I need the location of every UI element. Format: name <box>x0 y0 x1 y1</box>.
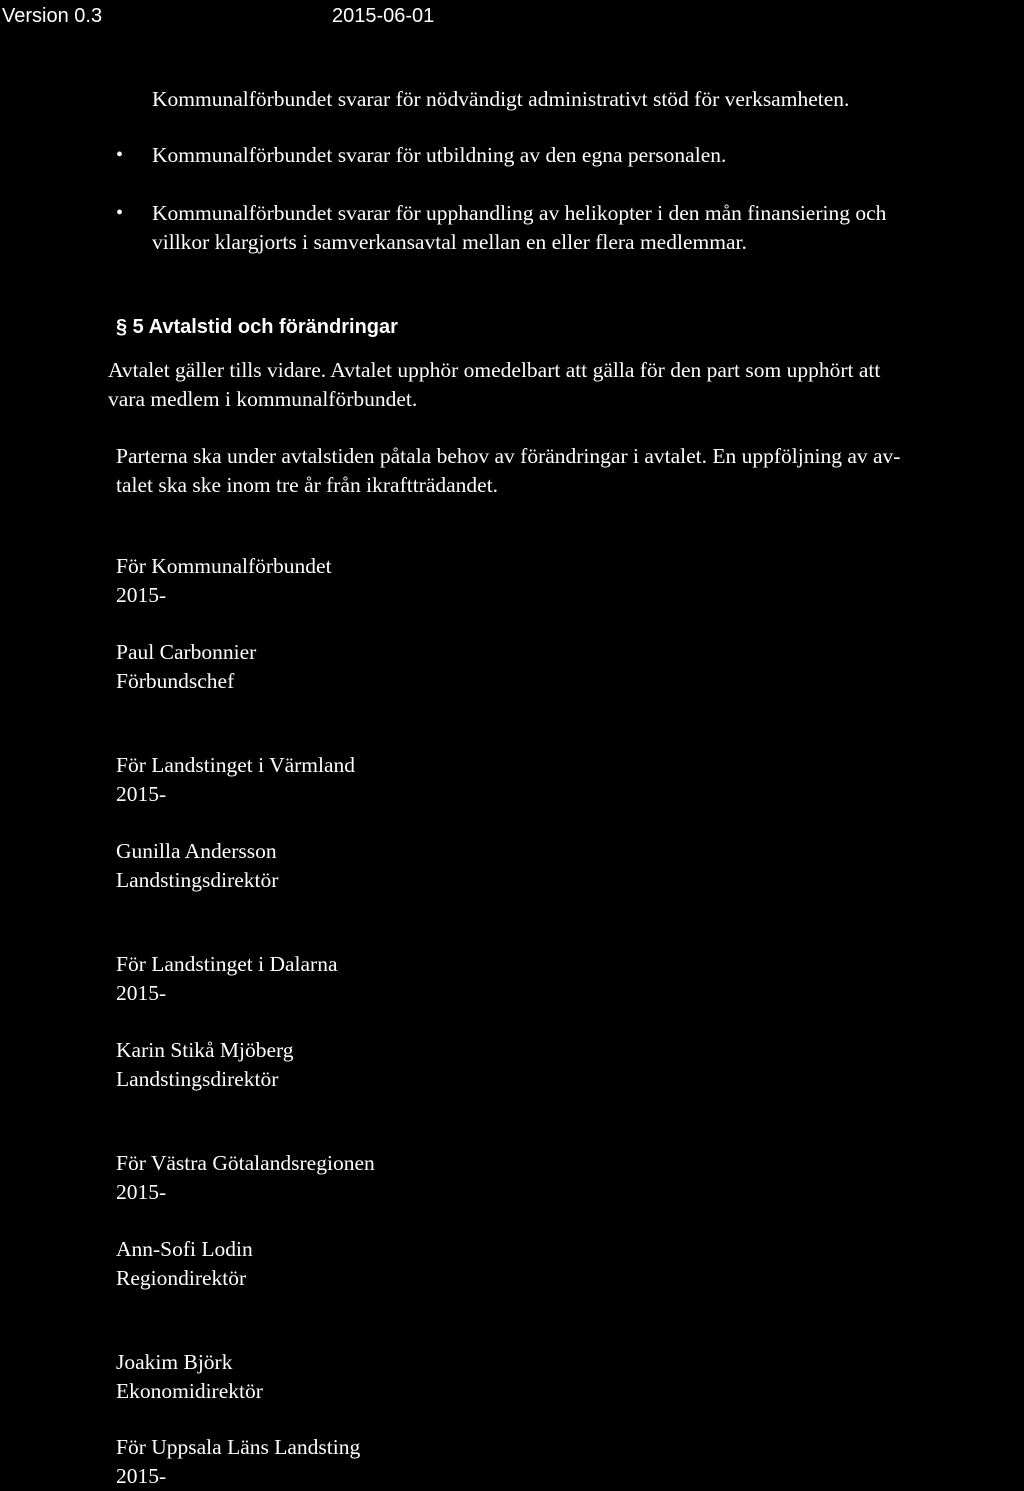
bullet-dot: • <box>116 202 124 224</box>
signature-year: 2015- <box>116 1180 167 1204</box>
bullet-item-2 <box>152 199 1012 257</box>
signature-title: Ekonomidirektör <box>116 1379 263 1403</box>
intro-line: Kommunalförbundet svarar för nödvändigt administrativt stöd för verksamheten. <box>152 87 850 111</box>
signature-year: 2015- <box>116 1464 167 1488</box>
signature-year: 2015- <box>116 782 167 806</box>
section-heading: § 5 Avtalstid och förändringar <box>116 316 398 338</box>
signature-name: Joakim Björk <box>116 1350 233 1374</box>
page-header <box>0 2 1024 30</box>
paragraph-term-line1: Avtalet gäller tills vidare. Avtalet upphör omedelbart att gälla för den part som upphört att <box>108 358 881 382</box>
paragraph-term-line2: vara medlem i kommunalförbundet. <box>108 387 418 411</box>
bullet-item-1 <box>152 141 1012 170</box>
signature-block-kommunalforbundet <box>116 552 716 696</box>
signature-title: Regiondirektör <box>116 1266 247 1290</box>
bullet-item-1-line1: Kommunalförbundet svarar för utbildning av den egna personalen. <box>152 143 727 167</box>
signature-block-uppsala <box>116 1433 716 1491</box>
paragraph-changes <box>116 442 1022 500</box>
signature-party: För Landstinget i Dalarna <box>116 952 338 976</box>
signature-title: Landstingsdirektör <box>116 1067 279 1091</box>
signature-name: Karin Stikå Mjöberg <box>116 1038 294 1062</box>
signature-name: Gunilla Andersson <box>116 839 277 863</box>
signature-block-varmland <box>116 751 716 895</box>
signature-line-space <box>116 1008 716 1036</box>
signature-year: 2015- <box>116 981 167 1005</box>
version-label: Version 0.3 <box>2 5 103 27</box>
signature-name: Ann-Sofi Lodin <box>116 1237 253 1261</box>
signature-line-space <box>116 809 716 837</box>
paragraph-term <box>108 356 1014 414</box>
signature-block-vgr <box>116 1149 716 1293</box>
signature-title: Förbundschef <box>116 669 235 693</box>
bullet-item-2-line1: Kommunalförbundet svarar för upphandling av helikopter i den mån finansiering och <box>152 201 887 225</box>
bullet-item-2-line2: villkor klargjorts i samverkansavtal mellan en eller flera medlemmar. <box>152 230 747 254</box>
signature-block-dalarna <box>116 950 716 1094</box>
signature-block-extra <box>116 1348 716 1406</box>
paragraph-changes-line1: Parterna ska under avtalstiden påtala behov av förändringar i avtalet. En uppföljning av av- <box>116 444 901 468</box>
document-date: 2015-06-01 <box>332 5 435 27</box>
signature-party: För Landstinget i Värmland <box>116 753 356 777</box>
signature-line-space <box>116 610 716 638</box>
signature-title: Landstingsdirektör <box>116 868 279 892</box>
signature-line-space <box>116 1207 716 1235</box>
signature-party: För Kommunalförbundet <box>116 554 332 578</box>
paragraph-changes-line2: talet ska ske inom tre år från ikraftträdandet. <box>116 473 499 497</box>
signature-party: För Västra Götalandsregionen <box>116 1151 375 1175</box>
signature-name: Paul Carbonnier <box>116 640 257 664</box>
signature-party: För Uppsala Läns Landsting <box>116 1435 361 1459</box>
bullet-dot: • <box>116 144 124 166</box>
signature-year: 2015- <box>116 583 167 607</box>
